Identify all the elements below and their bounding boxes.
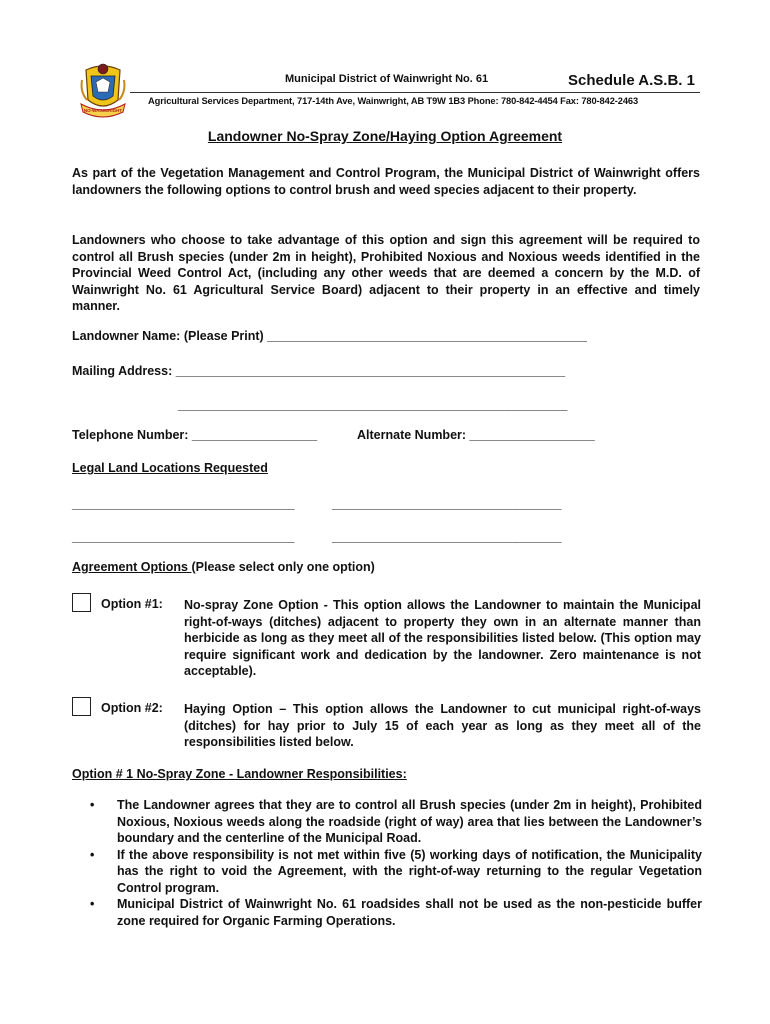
bullet-icon: • (90, 798, 95, 812)
intro-paragraph: As part of the Vegetation Management and Control Program, the Municipal District of Wainwright offers landowners the following options to control brush and weed species adjacent to their property. (72, 166, 700, 197)
responsibilities-list (72, 797, 702, 929)
list-item-text: Municipal District of Wainwright No. 61 roadsides shall not be used as the non-pesticide buffer zone required for Organic Farming Operations. (117, 897, 702, 928)
list-item-text: The Landowner agrees that they are to control all Brush species (under 2m in height), Prohibited Noxious, Noxious weeds along the roadside (right of way) area that lies between the Landowner’s boundary and the centerline of the Municipal Road. (117, 798, 702, 845)
department-address: Agricultural Services Department, 717-14th Ave, Wainwright, AB T9W 1B3 Phone: 780-842-4454 Fax: 780-842-2463 (148, 96, 639, 106)
header-divider (130, 92, 700, 93)
landowner-name-field[interactable]: Landowner Name: (Please Print) ______________________________________________ (72, 329, 587, 343)
option-2-checkbox[interactable] (72, 697, 91, 716)
mailing-address-line-2[interactable]: ________________________________________________________ (178, 398, 568, 412)
legal-location-line[interactable]: ________________________________ (72, 530, 295, 544)
option-1-description: No-spray Zone Option - This option allows the Landowner to maintain the Municipal right-of-ways (ditches) adjacent to property they own in an alternate manner than herbicide as long as they meet all of the responsibilities listed below. (This option may require significant work and dedication by the landowner. Zero maintenance is not acceptable). (184, 598, 701, 678)
list-item (72, 896, 702, 929)
municipal-crest-logo (78, 60, 128, 122)
district-name: Municipal District of Wainwright No. 61 (285, 73, 489, 85)
legal-land-heading: Legal Land Locations Requested (72, 461, 268, 475)
telephone-field[interactable]: Telephone Number: __________________ (72, 428, 318, 442)
list-item-text: If the above responsibility is not met within five (5) working days of notification, the Municipality has the right to void the Agreement, with the right-of-way returning to the regular Vegetation Control program. (117, 847, 702, 895)
legal-location-line[interactable]: _________________________________ (332, 530, 562, 544)
requirements-paragraph: Landowners who choose to take advantage of this option and sign this agreement will be required to control all Brush species (under 2m in height), Prohibited Noxious and Noxious weeds identified in the Provincial Weed Control Act, (including any other weeds that are deemed a concern by the M.D. of Wainwright No. 61 Agricultural Service Board) adjacent to their property in an effective and timely manner. (72, 233, 700, 313)
legal-location-line[interactable]: ________________________________ (72, 497, 295, 511)
logo-ribbon-text: NO-WAINWRIGHT (83, 108, 123, 113)
schedule-label: Schedule A.S.B. 1 (568, 72, 695, 89)
agreement-heading-note: (Please select only one option) (191, 560, 375, 574)
alternate-number-field[interactable]: Alternate Number: __________________ (357, 428, 595, 442)
list-item (72, 847, 702, 897)
bullet-icon: • (90, 897, 95, 911)
mailing-address-field[interactable]: Mailing Address: ________________________________________________________ (72, 364, 566, 378)
option-2-description: Haying Option – This option allows the Landowner to cut municipal right-of-ways (ditches) for hay prior to July 15 of each year as long as they meet all of the responsibilities listed below. (184, 702, 701, 749)
option-2-label: Option #2: (101, 701, 163, 715)
bullet-icon: • (90, 847, 95, 862)
list-item (72, 797, 702, 847)
responsibilities-heading: Option # 1 No-Spray Zone - Landowner Responsibilities: (72, 767, 407, 781)
option-1-label: Option #1: (101, 597, 163, 611)
option-1-checkbox[interactable] (72, 593, 91, 612)
legal-location-line[interactable]: _________________________________ (332, 497, 562, 511)
agreement-options-heading (72, 560, 375, 574)
agreement-heading-text: Agreement Options (72, 560, 192, 574)
page-title: Landowner No-Spray Zone/Haying Option Agreement (207, 128, 563, 144)
